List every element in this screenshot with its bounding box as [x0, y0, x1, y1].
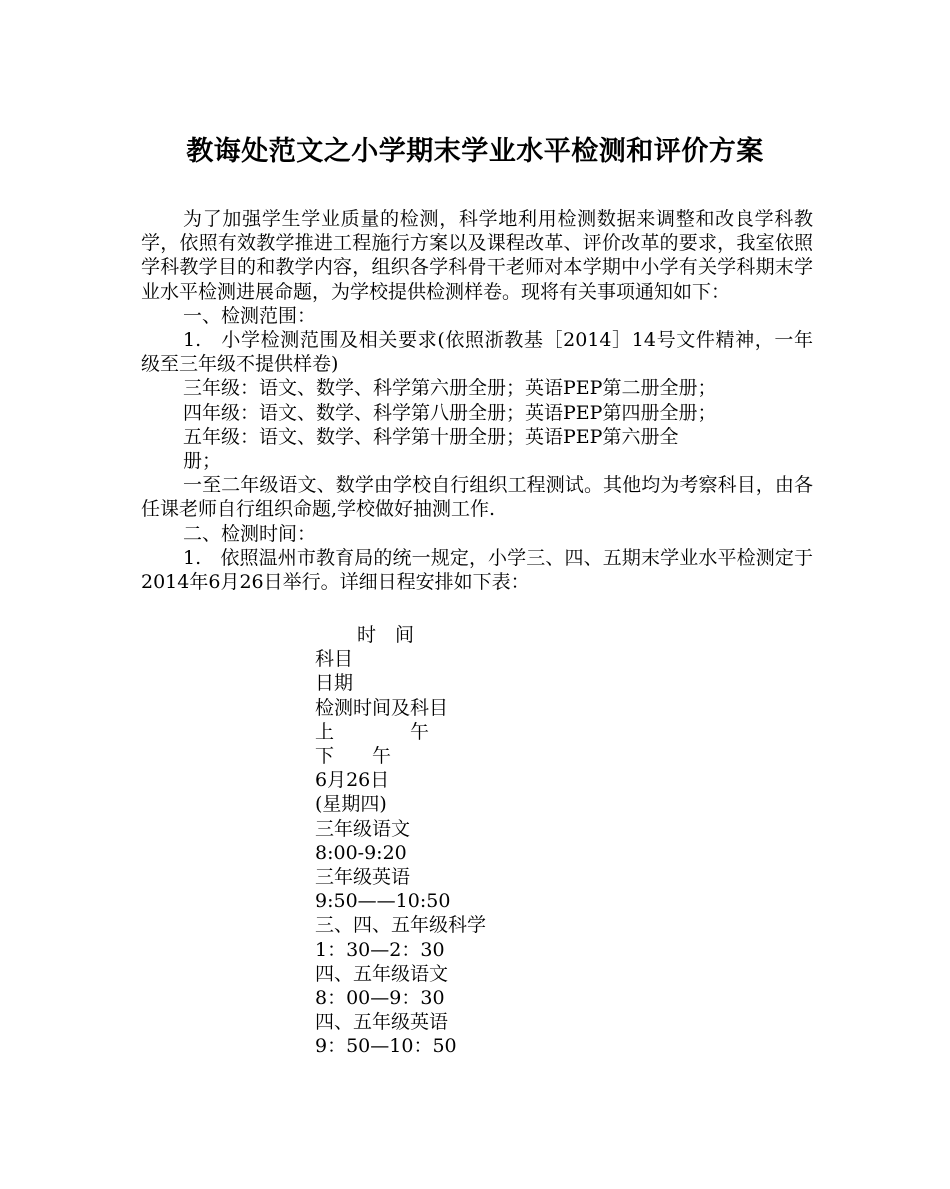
table-header-subject: 科目	[315, 648, 354, 671]
table-header-morning: 上 午	[315, 720, 430, 743]
table-row-time: 9：50—10：50	[315, 1035, 457, 1058]
grade-4-scope: 四年级：语文、数学、科学第八册全册；英语PEP第四册全册；	[183, 401, 717, 424]
grade-1-2-note: 一至二年级语文、数学由学校自行组织工程测试。其他均为考察科目，由各任课老师自行组织命题,学校做好抽测工作.	[141, 474, 813, 521]
table-header-detail: 检测时间及科目	[315, 696, 449, 719]
table-row-subject: 四、五年级语文	[315, 962, 449, 985]
table-date: 6月26日	[315, 769, 390, 792]
table-weekday: (星期四)	[315, 793, 387, 816]
table-header-date: 日期	[315, 672, 354, 695]
table-row-subject: 四、五年级英语	[315, 1011, 449, 1034]
table-row-subject: 三年级英语	[315, 866, 411, 889]
section-heading-time: 二、检测时间：	[183, 522, 317, 545]
grade-3-scope: 三年级：语文、数学、科学第六册全册；英语PEP第二册全册；	[183, 377, 717, 400]
table-row-subject: 三年级语文	[315, 817, 411, 840]
table-row-subject: 三、四、五年级科学	[315, 914, 487, 937]
intro-paragraph: 为了加强学生学业质量的检测，科学地利用检测数据来调整和改良学科教学，依照有效教学推进工程施行方案以及课程改革、评价改革的要求，我室依照学科教学目的和教学内容，组织各学科骨干老师对本学期中小学有关学科期末学业水平检测进展命题，为学校提供检测样卷。现将有关事项通知如下：	[141, 208, 813, 303]
section-heading-scope: 一、检测范围：	[183, 304, 317, 327]
table-row-time: 8:00-9:20	[315, 841, 407, 864]
table-header-time: 时 间	[357, 624, 415, 646]
time-item-1: 1. 依照温州市教育局的统一规定，小学三、四、五期末学业水平检测定于2014年6月26日举行。详细日程安排如下表：	[141, 546, 813, 594]
scope-item-1: 1. 小学检测范围及相关要求(依照浙教基［2014］14号文件精神，一年级至三年级不提供样卷)	[141, 329, 813, 376]
document-body	[141, 207, 813, 594]
table-header-afternoon: 下 午	[315, 745, 392, 768]
grade-5-scope-continued: 册；	[183, 450, 222, 473]
document-title: 教诲处范文之小学期末学业水平检测和评价方案	[186, 136, 764, 167]
table-row-time: 8：00—9：30	[315, 987, 445, 1010]
grade-5-scope: 五年级：语文、数学、科学第十册全册；英语PEP第六册全	[183, 425, 679, 448]
schedule-table	[315, 623, 635, 1059]
table-row-time: 9:50——10:50	[315, 890, 451, 913]
table-row-time: 1：30—2：30	[315, 938, 445, 961]
